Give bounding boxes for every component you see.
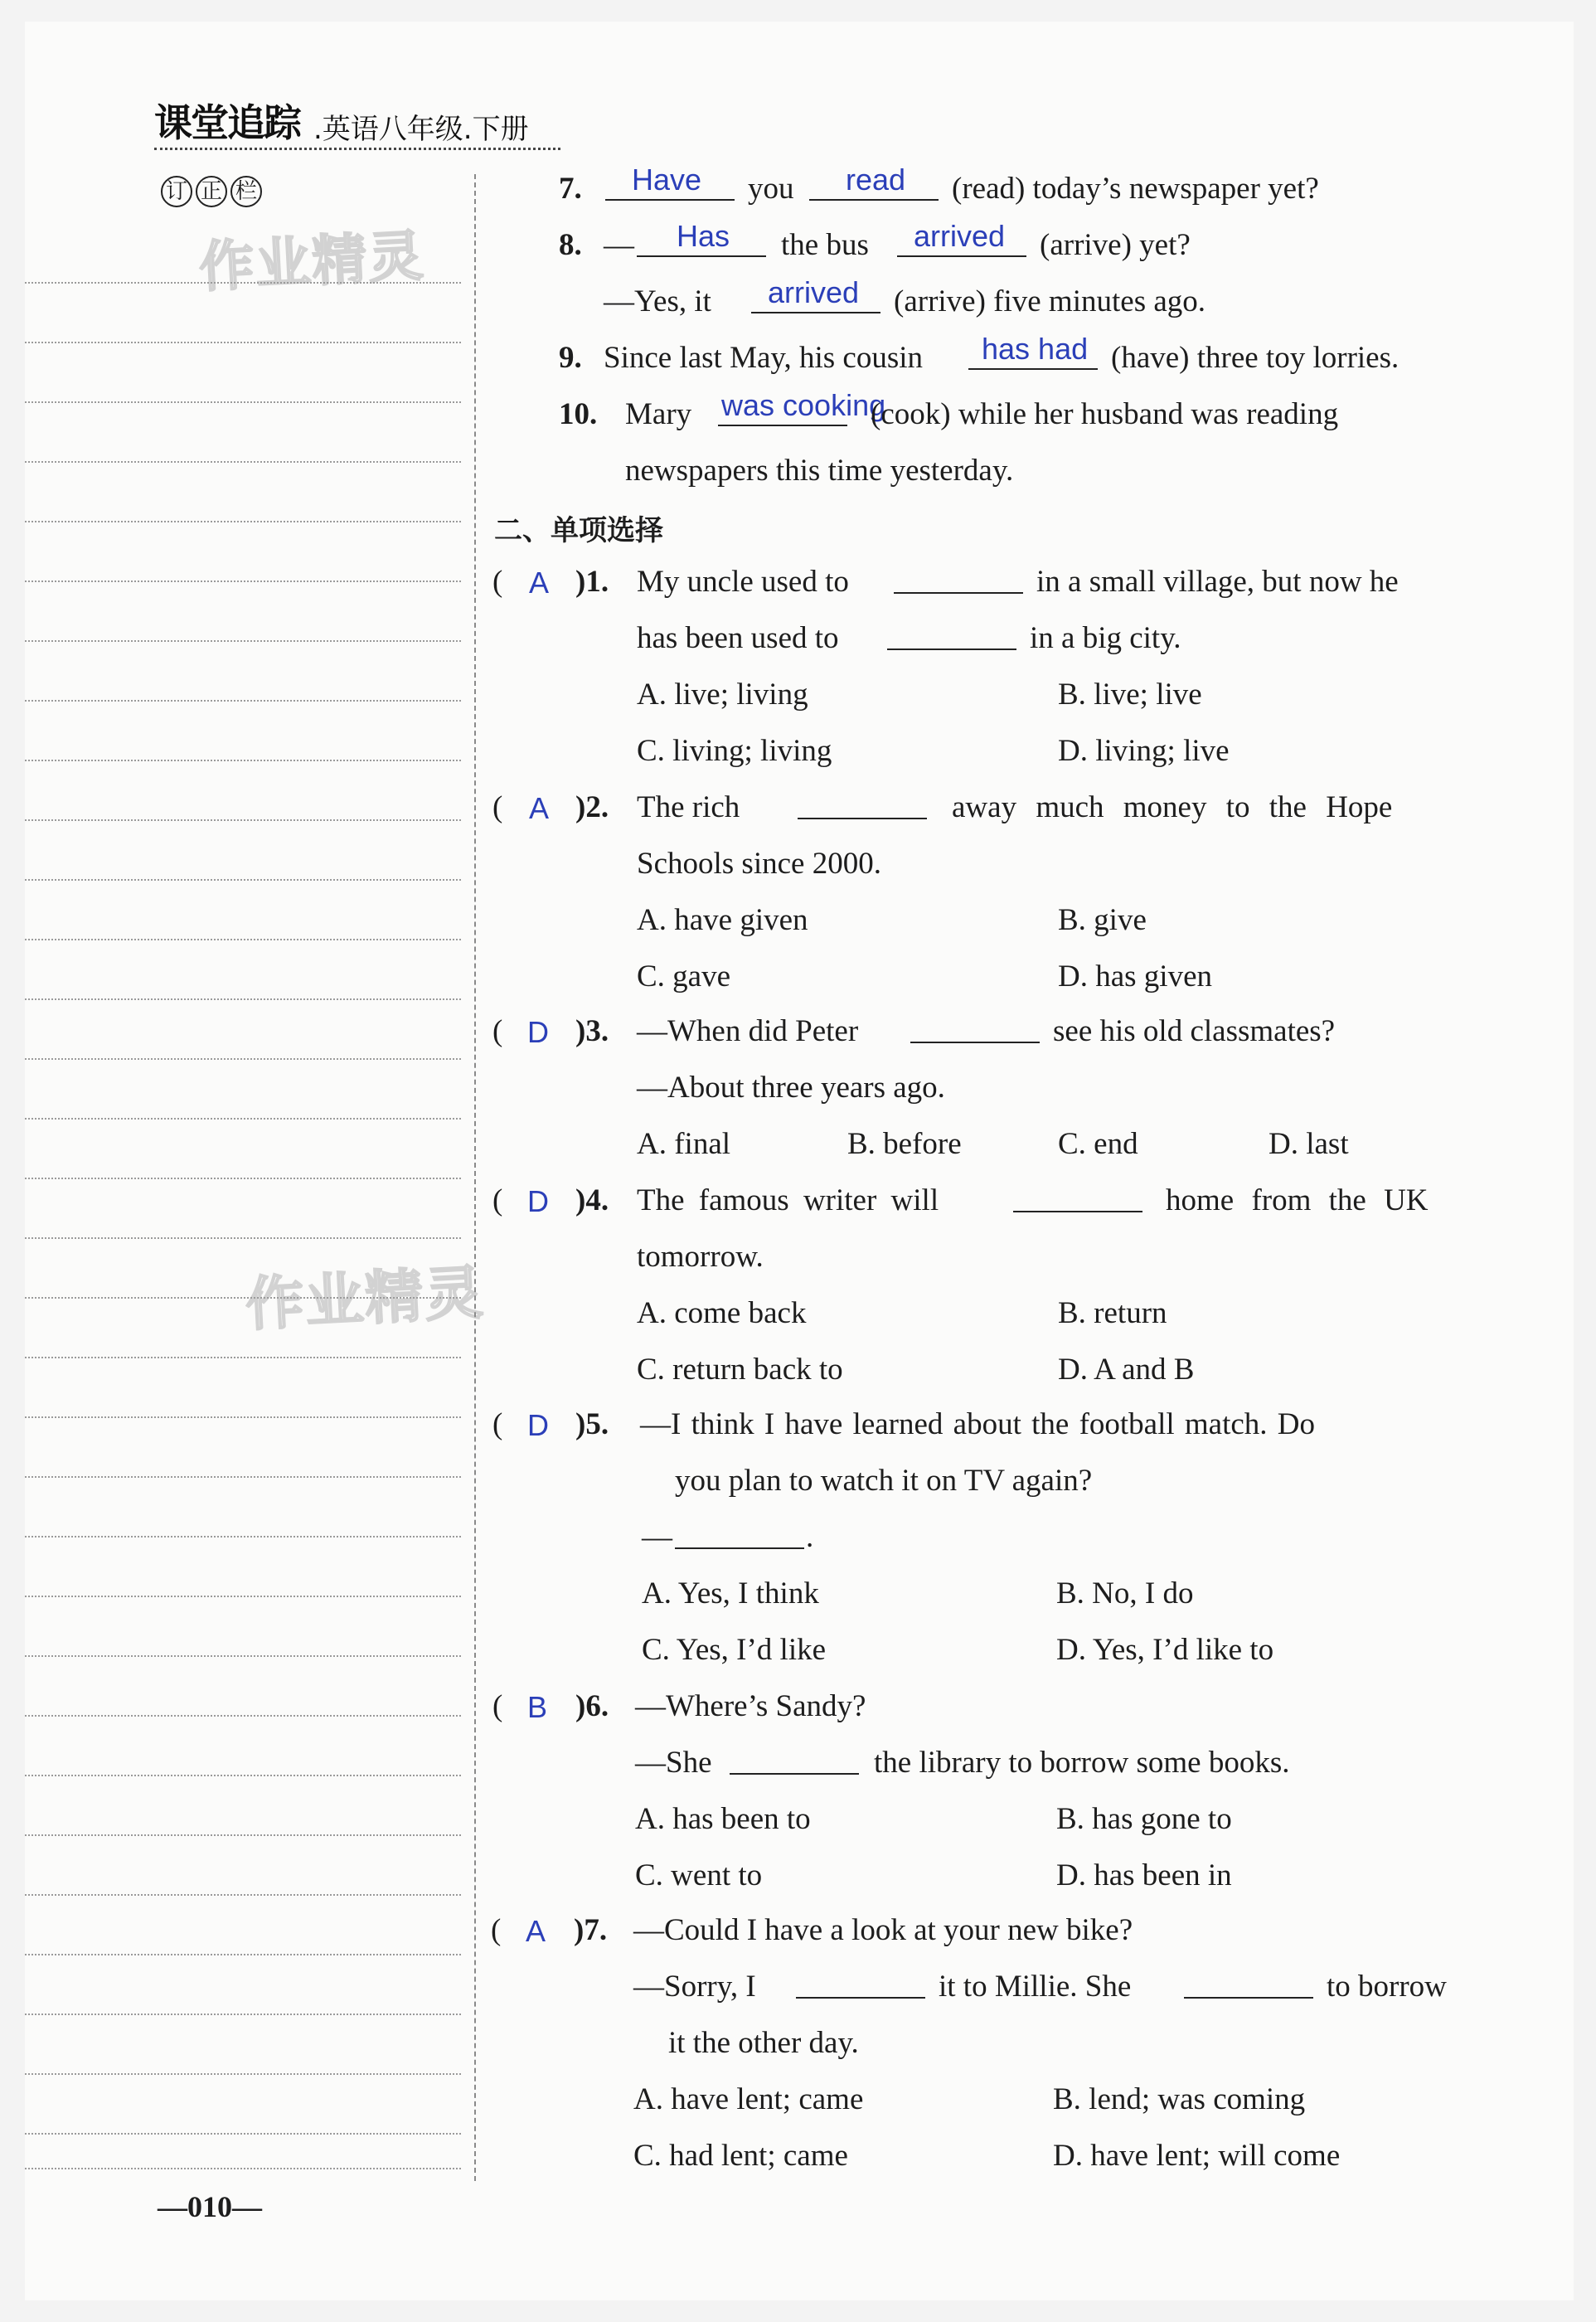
handwritten-answer: arrived bbox=[914, 219, 1006, 253]
handwritten-answer: has had bbox=[982, 332, 1089, 366]
correction-line bbox=[25, 2133, 461, 2135]
correction-line bbox=[25, 1775, 461, 1776]
correction-line bbox=[25, 1894, 461, 1896]
fill-line bbox=[1013, 1183, 1142, 1221]
question-text: the bus bbox=[781, 228, 869, 262]
watermark: 作业精灵 bbox=[197, 223, 427, 300]
correction-line bbox=[25, 1297, 461, 1299]
question-number: )7. bbox=[574, 1913, 608, 1947]
option-c[interactable]: C. gave bbox=[637, 959, 731, 993]
question-text: —Where’s Sandy? bbox=[635, 1689, 866, 1723]
option-b[interactable]: B. before bbox=[847, 1127, 962, 1161]
option-d[interactable]: D. has given bbox=[1058, 959, 1212, 993]
question-number: )3. bbox=[575, 1014, 609, 1048]
question-number: )4. bbox=[575, 1183, 609, 1217]
question-text: (arrive) yet? bbox=[1040, 228, 1191, 262]
option-b[interactable]: B. live; live bbox=[1058, 678, 1202, 712]
correction-line bbox=[25, 1118, 461, 1120]
correction-line bbox=[25, 342, 461, 343]
option-a[interactable]: A. live; living bbox=[637, 678, 808, 712]
option-a[interactable]: A. Yes, I think bbox=[642, 1576, 819, 1610]
fill-line bbox=[798, 789, 927, 828]
handwritten-answer: was cooking bbox=[721, 388, 886, 422]
option-c[interactable]: C. went to bbox=[635, 1858, 763, 1892]
question-text: —Yes, it bbox=[604, 284, 711, 318]
question-text: (cook) while her husband was reading bbox=[871, 397, 1339, 431]
option-d[interactable]: D. Yes, I’d like to bbox=[1056, 1633, 1274, 1667]
option-d[interactable]: D. has been in bbox=[1056, 1858, 1232, 1892]
option-d[interactable]: D. have lent; will come bbox=[1053, 2139, 1341, 2173]
correction-line bbox=[25, 2014, 461, 2015]
correction-line bbox=[25, 1715, 461, 1717]
question-text: it to Millie. She bbox=[939, 1970, 1132, 2004]
question-text: Since last May, his cousin bbox=[604, 341, 924, 375]
answer-paren: ( bbox=[492, 1183, 503, 1217]
option-b[interactable]: B. give bbox=[1058, 903, 1147, 937]
answer-paren: ( bbox=[492, 565, 503, 599]
fill-line bbox=[796, 1969, 925, 2007]
correction-line bbox=[25, 1357, 461, 1358]
question-text: My uncle used to bbox=[637, 565, 849, 599]
question-text: in a big city. bbox=[1030, 621, 1181, 655]
question-number: 8. bbox=[559, 228, 582, 262]
option-d[interactable]: D. last bbox=[1269, 1127, 1349, 1161]
correction-line bbox=[25, 819, 461, 821]
question-text: has been used to bbox=[637, 621, 839, 655]
question-text: it the other day. bbox=[668, 2026, 859, 2060]
option-b[interactable]: B. has gone to bbox=[1056, 1802, 1232, 1836]
question-text: you plan to watch it on TV again? bbox=[675, 1464, 1093, 1498]
question-text: —Sorry, I bbox=[633, 1970, 756, 2004]
question-text: The rich bbox=[637, 790, 740, 824]
question-text: away much money to the Hope bbox=[952, 790, 1393, 824]
correction-column-title bbox=[161, 176, 265, 207]
question-text: Schools since 2000. bbox=[637, 847, 881, 881]
dialogue-dash: — bbox=[604, 228, 634, 262]
option-c[interactable]: C. Yes, I’d like bbox=[642, 1633, 827, 1667]
handwritten-answer: Has bbox=[677, 219, 730, 253]
correction-line bbox=[25, 1655, 461, 1657]
option-c[interactable]: C. living; living bbox=[637, 734, 832, 768]
handwritten-answer: Have bbox=[632, 163, 702, 197]
correction-line bbox=[25, 939, 461, 940]
title-char: 栏 bbox=[230, 176, 262, 207]
option-b[interactable]: B. lend; was coming bbox=[1053, 2082, 1306, 2116]
correction-line bbox=[25, 1178, 461, 1179]
fill-line bbox=[910, 1013, 1040, 1052]
correction-line bbox=[25, 1058, 461, 1060]
handwritten-answer: A bbox=[529, 566, 550, 600]
correction-line bbox=[25, 2073, 461, 2075]
question-text: —When did Peter bbox=[637, 1014, 859, 1048]
question-text: Mary bbox=[625, 397, 692, 431]
correction-line bbox=[25, 640, 461, 642]
question-text: home from the UK bbox=[1166, 1183, 1429, 1217]
fill-line bbox=[1184, 1969, 1313, 2007]
answer-paren: ( bbox=[492, 1689, 503, 1723]
question-text: in a small village, but now he bbox=[1036, 565, 1399, 599]
question-text: . bbox=[806, 1520, 814, 1554]
question-text: newspapers this time yesterday. bbox=[625, 454, 1014, 488]
handwritten-answer: arrived bbox=[768, 275, 860, 309]
handwritten-answer: D bbox=[527, 1015, 549, 1049]
correction-line bbox=[25, 2168, 461, 2169]
handwritten-answer: read bbox=[846, 163, 906, 197]
option-a[interactable]: A. final bbox=[637, 1127, 731, 1161]
column-divider bbox=[474, 174, 476, 2181]
correction-line bbox=[25, 1476, 461, 1478]
correction-line bbox=[25, 1416, 461, 1418]
header-rule bbox=[154, 148, 560, 150]
option-a[interactable]: A. come back bbox=[637, 1296, 807, 1330]
question-text: The famous writer will bbox=[637, 1183, 939, 1217]
correction-line bbox=[25, 1834, 461, 1836]
question-text: —I think I have learned about the football match. Do bbox=[640, 1407, 1316, 1441]
question-text: you bbox=[748, 172, 794, 206]
question-number: 7. bbox=[559, 172, 582, 206]
answer-paren: ( bbox=[492, 1407, 503, 1441]
question-text: see his old classmates? bbox=[1053, 1014, 1336, 1048]
option-a[interactable]: A. have given bbox=[637, 903, 808, 937]
answer-paren: ( bbox=[491, 1913, 502, 1947]
question-text: (have) three toy lorries. bbox=[1111, 341, 1400, 375]
handwritten-answer: D bbox=[527, 1184, 549, 1218]
question-number: )6. bbox=[575, 1689, 609, 1723]
correction-line bbox=[25, 1536, 461, 1537]
handwritten-answer: A bbox=[526, 1914, 546, 1948]
answer-paren: ( bbox=[492, 790, 503, 824]
correction-line bbox=[25, 998, 461, 1000]
option-b[interactable]: B. No, I do bbox=[1056, 1576, 1194, 1610]
correction-line bbox=[25, 1596, 461, 1597]
question-text: (read) today’s newspaper yet? bbox=[952, 172, 1319, 206]
question-text: — bbox=[642, 1520, 672, 1554]
answer-paren: ( bbox=[492, 1014, 503, 1048]
correction-line bbox=[25, 700, 461, 702]
watermark: 作业精灵 bbox=[244, 1258, 487, 1339]
page-number: —010— bbox=[158, 2190, 262, 2223]
question-text: —She bbox=[635, 1746, 712, 1780]
correction-line bbox=[25, 580, 461, 582]
option-a[interactable]: A. has been to bbox=[635, 1802, 811, 1836]
option-c[interactable]: C. return back to bbox=[637, 1353, 843, 1387]
fill-line bbox=[887, 620, 1016, 658]
title-char: 订 bbox=[161, 176, 192, 207]
handwritten-answer: B bbox=[527, 1690, 548, 1724]
correction-line bbox=[25, 401, 461, 403]
section-title: 二、单项选择 bbox=[494, 514, 663, 547]
correction-line bbox=[25, 282, 461, 284]
handwritten-answer: D bbox=[527, 1408, 549, 1442]
series-title: 课堂追踪 bbox=[154, 100, 300, 145]
book-subtitle: .英语八年级.下册 bbox=[313, 113, 529, 146]
correction-line bbox=[25, 1954, 461, 1955]
fill-line bbox=[730, 1745, 859, 1783]
option-d[interactable]: D. A and B bbox=[1058, 1353, 1195, 1387]
correction-line bbox=[25, 760, 461, 761]
fill-line bbox=[675, 1519, 804, 1557]
question-text: the library to borrow some books. bbox=[874, 1746, 1290, 1780]
question-text: —About three years ago. bbox=[637, 1071, 945, 1105]
question-number: 10. bbox=[559, 397, 598, 431]
correction-line bbox=[25, 879, 461, 881]
option-b[interactable]: B. return bbox=[1058, 1296, 1167, 1330]
title-char: 正 bbox=[196, 176, 227, 207]
option-a[interactable]: A. have lent; came bbox=[633, 2082, 864, 2116]
question-number: )1. bbox=[575, 565, 609, 599]
option-c[interactable]: C. had lent; came bbox=[633, 2139, 848, 2173]
correction-line bbox=[25, 1237, 461, 1239]
correction-line bbox=[25, 521, 461, 522]
question-text: tomorrow. bbox=[637, 1240, 764, 1274]
fill-line bbox=[894, 564, 1023, 602]
question-number: )2. bbox=[575, 790, 609, 824]
question-text: —Could I have a look at your new bike? bbox=[633, 1913, 1133, 1947]
correction-line bbox=[25, 461, 461, 463]
question-number: )5. bbox=[575, 1407, 609, 1441]
question-text: to borrow bbox=[1327, 1970, 1447, 2004]
option-d[interactable]: D. living; live bbox=[1058, 734, 1230, 768]
option-c[interactable]: C. end bbox=[1058, 1127, 1138, 1161]
question-text: (arrive) five minutes ago. bbox=[894, 284, 1206, 318]
question-number: 9. bbox=[559, 341, 582, 375]
handwritten-answer: A bbox=[529, 791, 550, 825]
